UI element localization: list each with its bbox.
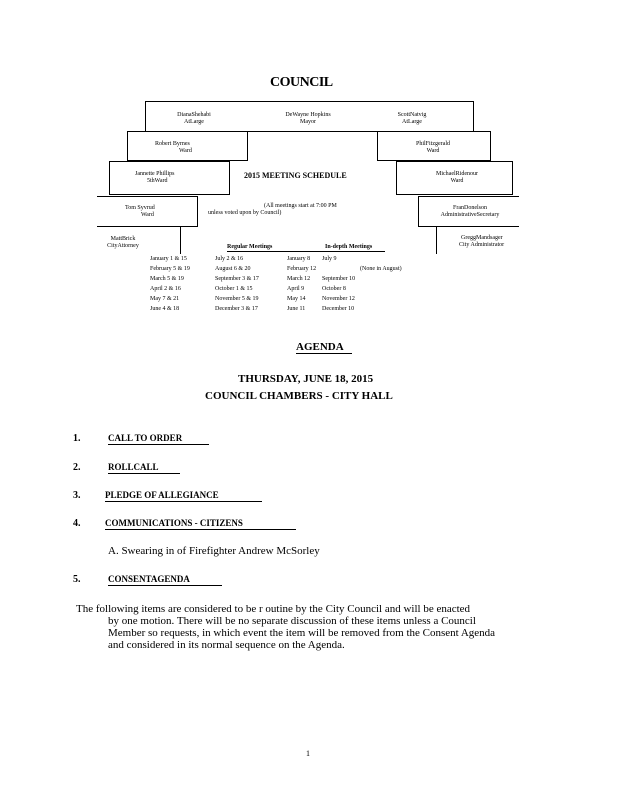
city-administrator: GreggMandsager City Administrator [459, 235, 505, 248]
meeting-date: THURSDAY, JUNE 18, 2015 [238, 373, 374, 385]
item-call-to-order: CALL TO ORDER [108, 433, 209, 445]
mayor: DeWayne Hopkins Mayor [285, 112, 331, 125]
council-box-row1 [145, 101, 474, 132]
consent-text-line: The following items are considered to be r outine by the City Council and will be enacted [76, 603, 471, 615]
consent-text-line: by one motion. There will be no separate discussion of these items unless a Council [108, 615, 476, 627]
consent-text-line: Member so requests, in which event the item will be removed from the Consent Agenda [108, 627, 496, 639]
council-member: Robert Byrnes Ward [155, 141, 192, 154]
item-number: 4. [73, 518, 81, 529]
item-consent-agenda: CONSENTAGENDA [108, 574, 222, 586]
council-member: Tom Syvrud Ward [125, 205, 155, 218]
indepth-col-1: January 8 February 12 March 12 April 9 May 14 June 11 [287, 256, 317, 312]
staff-member: FranDonelson AdministrativeSecretary [440, 205, 500, 218]
item-communications: COMMUNICATIONS - CITIZENS [105, 518, 296, 530]
regular-col-1: January 1 & 15 February 5 & 19 March 5 & 19 April 2 & 16 May 7 & 21 June 4 & 18 [150, 256, 190, 312]
item-number: 5. [73, 574, 81, 585]
item-pledge: PLEDGE OF ALLEGIANCE [105, 490, 262, 502]
item-number: 2. [73, 462, 81, 473]
schedule-headers: Regular Meetings In-depth Meetings [227, 244, 385, 252]
item-number: 3. [73, 490, 81, 501]
council-member: Jannette Phillips 5thWard [135, 171, 175, 184]
agenda-title: AGENDA [296, 341, 352, 354]
council-member: ScottNatvig AtLarge [397, 112, 427, 125]
council-member: MichaelRidenour Ward [436, 171, 478, 184]
connector-line [436, 226, 437, 254]
council-box-row3-left [109, 161, 230, 195]
page-number: 1 [306, 749, 310, 758]
council-box-row2-left [127, 131, 248, 161]
indepth-col-2: July 9 September 10 October 8 November 12 December 10 [322, 256, 356, 312]
city-attorney: MattBrick CityAttorney [107, 236, 139, 249]
item-rollcall: ROLLCALL [108, 462, 180, 474]
schedule-title: 2015 MEETING SCHEDULE [244, 171, 347, 180]
connector-line [180, 226, 181, 254]
council-box-row4-left [97, 196, 198, 227]
item-number: 1. [73, 433, 81, 444]
subitem-swearing-in: A. Swearing in of Firefighter Andrew McSorley [108, 545, 320, 557]
indepth-note: (None in August) [360, 266, 402, 272]
meeting-place: COUNCIL CHAMBERS - CITY HALL [205, 390, 393, 402]
council-title: COUNCIL [270, 75, 333, 90]
consent-text-line: and considered in its normal sequence on the Agenda. [108, 639, 345, 651]
council-box-row4-right [418, 196, 519, 227]
council-box-row3-right [396, 161, 513, 195]
regular-col-2: July 2 & 16 August 6 & 20 September 3 & 17 October 1 & 15 November 5 & 19 December 3 & 17 [215, 256, 259, 312]
council-member: DianaShehabi AtLarge [177, 112, 211, 125]
council-member: PhilFitzgerald Ward [416, 141, 450, 154]
council-box-row2-right [377, 131, 491, 161]
schedule-note: (All meetings start at 7:00 PM unless voted upon by Council) [208, 203, 337, 216]
